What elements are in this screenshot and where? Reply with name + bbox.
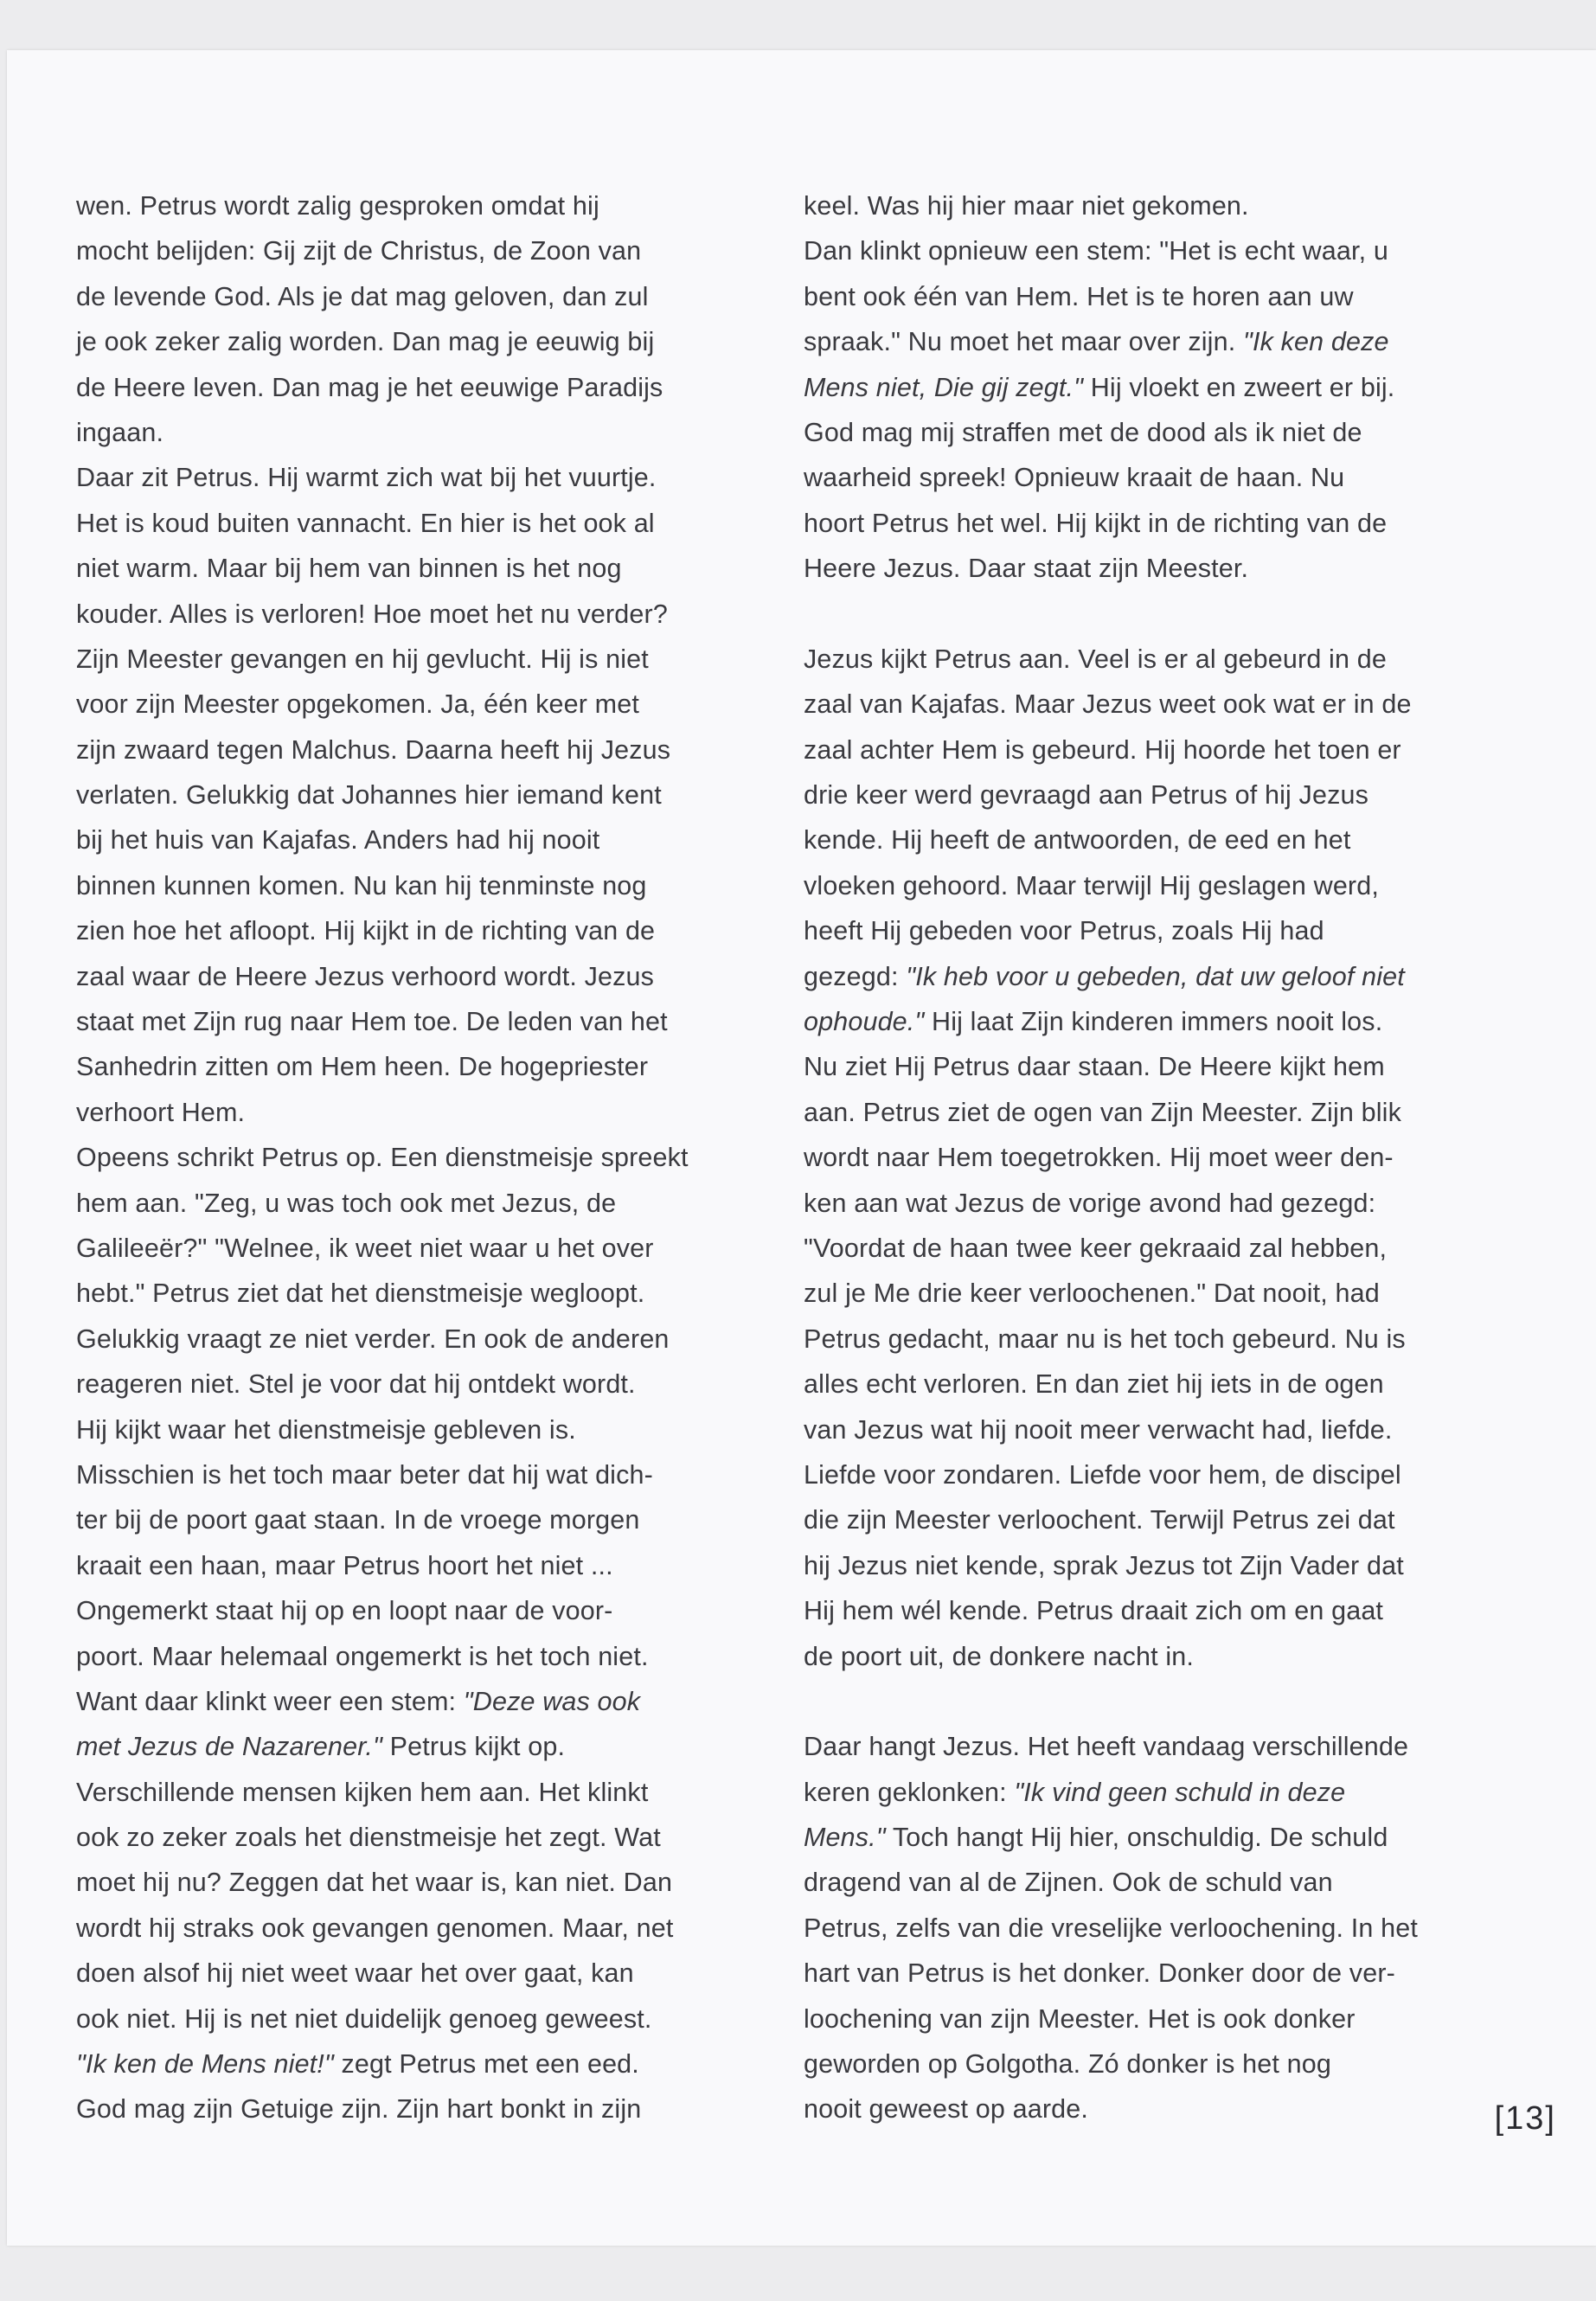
paragraph-gap: [804, 592, 1478, 637]
text-run: zegt Petrus met een eed.: [333, 2049, 639, 2080]
text-line: de poort uit, de donkere nacht in.: [804, 1641, 1195, 1671]
text-line: kende. Hij heeft de antwoorden, de eed en het: [804, 825, 1351, 856]
document-page: [7, 50, 1596, 2246]
text-line: Gelukkig vraagt ze niet verder. En ook de anderen: [76, 1324, 670, 1354]
page-number: [13]: [1494, 2100, 1556, 2137]
text-line: Liefde voor zondaren. Liefde voor hem, de discipel: [804, 1459, 1401, 1490]
text-line: zaal van Kajafas. Maar Jezus weet ook wat er in de: [804, 689, 1412, 720]
text-line: [804, 954, 1478, 999]
quote-italic: ophoude.": [804, 1007, 925, 1037]
text-run: keren geklonken:: [804, 1777, 1015, 1807]
text-run: spraak." Nu moet het maar over zijn.: [804, 327, 1243, 357]
text-line: waarheid spreek! Opnieuw kraait de haan. Nu: [804, 463, 1345, 493]
text-line: de Heere leven. Dan mag je het eeuwige Paradijs: [76, 372, 663, 402]
text-line: Verschillende mensen kijken hem aan. Het klinkt: [76, 1777, 649, 1807]
quote-italic: "Ik ken deze: [1242, 327, 1389, 357]
text-line: doen alsof hij niet weet waar het over gaat, kan: [76, 1958, 634, 1989]
left-text-column: [76, 183, 751, 2132]
text-line: heeft Hij gebeden voor Petrus, zoals Hij had: [804, 916, 1324, 946]
text-line: drie keer werd gevraagd aan Petrus of hij Jezus: [804, 780, 1368, 811]
text-run: Petrus kijkt op.: [382, 1732, 566, 1762]
text-line: [804, 1770, 1478, 1815]
text-line: Petrus gedacht, maar nu is het toch gebeurd. Nu is: [804, 1324, 1406, 1354]
text-line: ken aan wat Jezus de vorige avond had gezegd:: [804, 1188, 1376, 1218]
text-line: Hij hem wél kende. Petrus draait zich om en gaat: [804, 1596, 1384, 1626]
quote-italic: met Jezus de Nazarener.": [76, 1732, 383, 1762]
text-line: ingaan.: [76, 417, 164, 447]
text-line: vloeken gehoord. Maar terwijl Hij geslagen werd,: [804, 870, 1379, 901]
text-line: kouder. Alles is verloren! Hoe moet het nu verder?: [76, 599, 668, 629]
text-run: Want daar klinkt weer een stem:: [76, 1686, 464, 1716]
text-line: aan. Petrus ziet de ogen van Zijn Meester. Zijn blik: [804, 1097, 1402, 1127]
text-line: bij het huis van Kajafas. Anders had hij nooit: [76, 825, 600, 856]
text-line: God mag mij straffen met de dood als ik niet de: [804, 417, 1362, 447]
text-line: mocht belijden: Gij zijt de Christus, de Zoon van: [76, 236, 642, 266]
text-line: alles echt verloren. En dan ziet hij iets in de ogen: [804, 1369, 1384, 1400]
text-line: ter bij de poort gaat staan. In de vroege morgen: [76, 1505, 640, 1535]
text-line: ook niet. Hij is net niet duidelijk genoeg geweest.: [76, 2003, 652, 2034]
text-line: zul je Me drie keer verloochenen." Dat nooit, had: [804, 1279, 1380, 1309]
text-line: niet warm. Maar bij hem van binnen is het nog: [76, 554, 622, 584]
text-line: [76, 1679, 751, 1724]
text-line: Heere Jezus. Daar staat zijn Meester.: [804, 554, 1249, 584]
text-line: van Jezus wat hij nooit meer verwacht had, liefde.: [804, 1414, 1393, 1445]
text-line: binnen kunnen komen. Nu kan hij tenminste nog: [76, 870, 647, 901]
text-run: Hij vloekt en zweert er bij.: [1083, 372, 1395, 402]
text-line: poort. Maar helemaal ongemerkt is het toch niet.: [76, 1641, 649, 1671]
text-line: ook zo zeker zoals het dienstmeisje het zegt. Wat: [76, 1823, 661, 1853]
text-line: Opeens schrikt Petrus op. Een dienstmeisje spreekt: [76, 1143, 689, 1173]
text-run: Hij laat Zijn kinderen immers nooit los.: [924, 1007, 1383, 1037]
text-line: nooit geweest op aarde.: [804, 2094, 1089, 2125]
text-line: hart van Petrus is het donker. Donker door de ver-: [804, 1958, 1395, 1989]
text-line: "Voordat de haan twee keer gekraaid zal hebben,: [804, 1233, 1388, 1263]
text-line: bent ook één van Hem. Het is te horen aan uw: [804, 281, 1354, 311]
text-line: je ook zeker zalig worden. Dan mag je eeuwig bij: [76, 327, 655, 357]
text-run: Toch hangt Hij hier, onschuldig. De schuld: [885, 1823, 1388, 1853]
text-line: loochening van zijn Meester. Het is ook donker: [804, 2003, 1356, 2034]
text-line: kraait een haan, maar Petrus hoort het niet ...: [76, 1550, 613, 1580]
text-line: Sanhedrin zitten om Hem heen. De hogepriester: [76, 1052, 649, 1082]
text-line: hij Jezus niet kende, sprak Jezus tot Zijn Vader dat: [804, 1550, 1404, 1580]
text-line: voor zijn Meester opgekomen. Ja, één keer met: [76, 689, 639, 720]
text-line: zien hoe het afloopt. Hij kijkt in de richting van de: [76, 916, 656, 946]
text-line: zaal waar de Heere Jezus verhoord wordt. Jezus: [76, 961, 655, 991]
text-line: [76, 1724, 751, 1769]
quote-italic: "Ik heb voor u gebeden, dat uw geloof niet: [906, 961, 1405, 991]
text-line: Galileeër?" "Welnee, ik weet niet waar u het over: [76, 1233, 654, 1263]
quote-italic: "Ik ken de Mens niet!": [76, 2049, 334, 2080]
text-line: dragend van al de Zijnen. Ook de schuld van: [804, 1868, 1333, 1898]
text-line: [804, 999, 1478, 1044]
quote-italic: "Ik vind geen schuld in deze: [1014, 1777, 1346, 1807]
text-line: Zijn Meester gevangen en hij gevlucht. Hij is niet: [76, 644, 649, 674]
text-line: Dan klinkt opnieuw een stem: "Het is echt waar, u: [804, 236, 1388, 266]
text-line: Ongemerkt staat hij op en loopt naar de voor-: [76, 1596, 613, 1626]
text-line: wordt hij straks ook gevangen genomen. Maar, net: [76, 1913, 674, 1943]
text-line: hebt." Petrus ziet dat het dienstmeisje wegloopt.: [76, 1279, 645, 1309]
quote-italic: Mens niet, Die gij zegt.": [804, 372, 1084, 402]
text-line: [804, 365, 1478, 410]
text-line: staat met Zijn rug naar Hem toe. De leden van het: [76, 1007, 668, 1037]
text-line: Daar zit Petrus. Hij warmt zich wat bij het vuurtje.: [76, 463, 657, 493]
text-line: Het is koud buiten vannacht. En hier is het ook al: [76, 508, 655, 538]
text-line: keel. Was hij hier maar niet gekomen.: [804, 191, 1249, 221]
text-line: [76, 2041, 751, 2086]
text-line: Misschien is het toch maar beter dat hij wat dich-: [76, 1459, 653, 1490]
text-line: [804, 1815, 1478, 1860]
text-line: Daar hangt Jezus. Het heeft vandaag verschillende: [804, 1732, 1409, 1762]
text-line: hoort Petrus het wel. Hij kijkt in de richting van de: [804, 508, 1388, 538]
quote-italic: "Deze was ook: [463, 1686, 641, 1716]
text-line: geworden op Golgotha. Zó donker is het nog: [804, 2049, 1331, 2080]
text-line: [804, 319, 1478, 364]
text-line: de levende God. Als je dat mag geloven, dan zul: [76, 281, 649, 311]
text-line: Nu ziet Hij Petrus daar staan. De Heere kijkt hem: [804, 1052, 1385, 1082]
text-line: verhoort Hem.: [76, 1097, 246, 1127]
text-line: Petrus, zelfs van die vreselijke verloochening. In het: [804, 1913, 1418, 1943]
text-line: hem aan. "Zeg, u was toch ook met Jezus, de: [76, 1188, 617, 1218]
text-line: Jezus kijkt Petrus aan. Veel is er al gebeurd in de: [804, 644, 1387, 674]
text-line: Hij kijkt waar het dienstmeisje gebleven is.: [76, 1414, 576, 1445]
text-run: gezegd:: [804, 961, 907, 991]
quote-italic: Mens.": [804, 1823, 886, 1853]
text-line: reageren niet. Stel je voor dat hij ontdekt wordt.: [76, 1369, 636, 1400]
text-line: zaal achter Hem is gebeurd. Hij hoorde het toen er: [804, 734, 1401, 765]
text-line: zijn zwaard tegen Malchus. Daarna heeft hij Jezus: [76, 734, 671, 765]
paragraph-gap: [804, 1679, 1478, 1724]
text-line: moet hij nu? Zeggen dat het waar is, kan niet. Dan: [76, 1868, 673, 1898]
text-line: verlaten. Gelukkig dat Johannes hier iemand kent: [76, 780, 662, 811]
text-line: God mag zijn Getuige zijn. Zijn hart bonkt in zijn: [76, 2094, 642, 2125]
text-line: die zijn Meester verloochent. Terwijl Petrus zei dat: [804, 1505, 1395, 1535]
right-text-column: [804, 183, 1478, 2132]
text-line: wordt naar Hem toegetrokken. Hij moet weer den-: [804, 1143, 1394, 1173]
text-line: wen. Petrus wordt zalig gesproken omdat hij: [76, 191, 599, 221]
